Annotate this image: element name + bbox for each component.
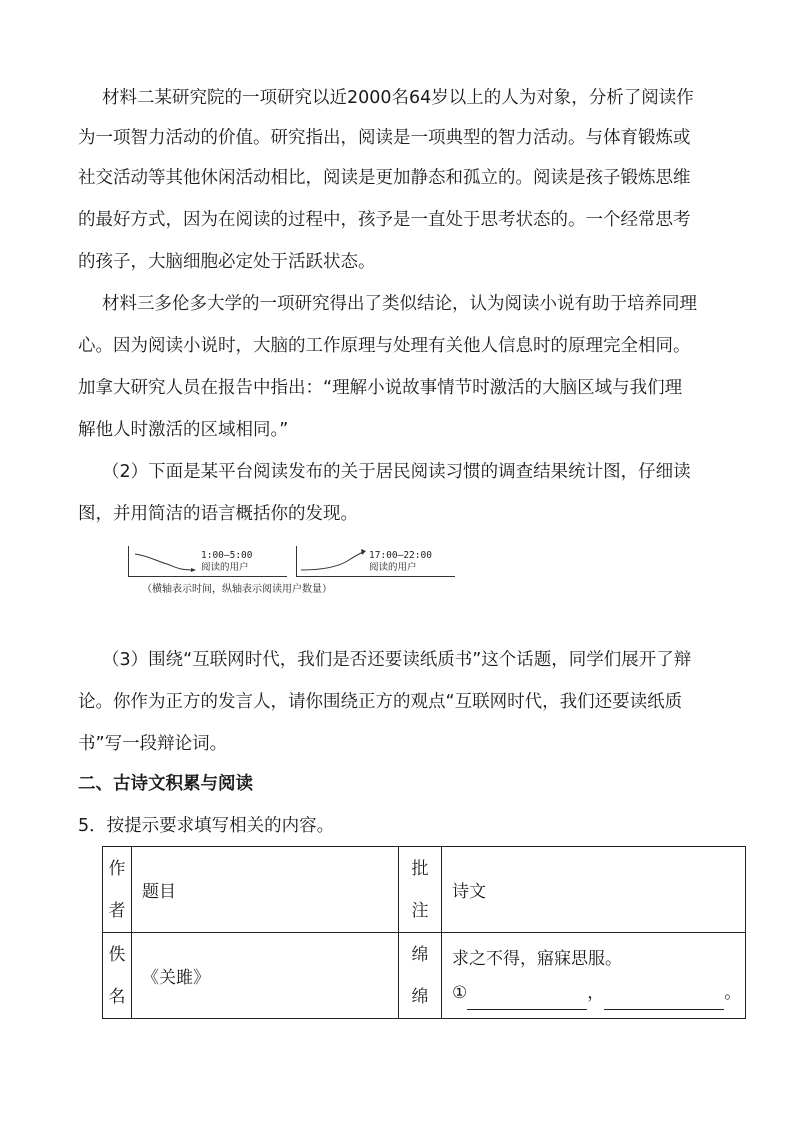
row-author-char-1: 佚 [108,944,126,965]
material-2-line-5: 的孩子，大脑细胞必定处于活跃状态。 [78,252,376,272]
header-poem-cell [442,847,746,933]
blank-number: ① [452,982,468,1003]
late-night-arrow-icon [191,568,196,572]
material-2-line-2: 为一项智力活动的价值。研究指出，阅读是一项典型的智力活动。与体育锻炼或 [78,128,691,148]
evening-curve [301,552,363,570]
material-2-line-1: 材料二某研究院的一项研究以近2000名64岁以上的人为对象，分析了阅读作 [102,88,694,108]
header-title-cell [132,847,399,933]
chart-caption: （横轴表示时间，纵轴表示阅读用户数量） [142,584,332,595]
row-note-cell [399,933,442,1019]
row-author-char-2: 名 [108,986,126,1007]
row-title-cell [132,933,399,1019]
table-header-row [103,847,746,933]
row-note-char-1: 绵 [411,944,429,965]
row-poem-line-2 [452,976,745,1010]
late-night-curve [135,554,191,570]
section-2-heading: 二、古诗文积累与阅读 [78,774,253,794]
material-3-line-4: 解他人时激活的区域相同。” [78,420,289,440]
poem-table [102,846,746,1019]
chart-late-night [128,546,287,577]
row-author-cell [103,933,132,1019]
material-3-line-2: 心。因为阅读小说时，大脑的工作原理与处理有关他人信息时的原理完全相同。 [78,336,691,356]
answer-blank-2[interactable] [604,991,724,1010]
question-2-line-2: 图，并用简洁的语言概括你的发现。 [78,504,358,524]
question-2-line-1: （2）下面是某平台阅读发布的关于居民阅读习惯的调查结果统计图，仔细读 [102,462,691,482]
question-3-line-3: 书”写一段辩论词。 [78,734,228,754]
question-3-line-2: 论。你作为正方的发言人，请你围绕正方的观点“互联网时代，我们还要读纸质 [78,692,683,712]
reading-habit-charts [128,542,458,598]
evening-users-label: 阅读的用户 [369,562,417,573]
header-note-char-2: 注 [411,900,429,921]
evening-time-label: 17:00—22:00 [369,550,432,561]
late-night-users-label: 阅读的用户 [201,562,249,573]
row-poem-cell [442,933,746,1019]
answer-blank-1[interactable] [467,991,587,1010]
material-2-line-4: 的最好方式，因为在阅读的过程中，孩予是一直处于思考状态的。一个经常思考 [78,210,691,230]
header-author-char-2: 者 [108,900,126,921]
chart-evening [296,546,455,577]
header-title: 题目 [142,882,176,902]
late-night-time-label: 1:00—5:00 [201,550,253,561]
header-author-char-1: 作 [108,858,126,879]
header-poem: 诗文 [452,882,486,902]
row-title: 《关雎》 [142,968,210,988]
row-poem-line-1: 求之不得，寤寐思服。 [452,948,622,969]
blank-separator: ， [587,982,605,1003]
question-3-line-1: （3）围绕“互联网时代，我们是否还要读纸质书”这个话题，同学们展开了辩 [102,650,692,670]
header-author-cell [103,847,132,933]
header-note-char-1: 批 [411,858,429,879]
material-2-line-3: 社交活动等其他休闲活动相比，阅读是更加静态和孤立的。阅读是孩子锻炼思维 [78,168,691,188]
material-3-line-1: 材料三多伦多大学的一项研究得出了类似结论，认为阅读小说有助于培养同理 [102,294,697,314]
table-row [103,933,746,1019]
evening-arrow-icon [361,549,366,555]
material-3-line-3: 加拿大研究人员在报告中指出：“理解小说故事情节时激活的大脑区域与我们理 [78,378,683,398]
question-5-prompt: 5．按提示要求填写相关的内容。 [78,816,335,836]
row-note-char-2: 绵 [411,986,429,1007]
blank-end: 。 [724,982,742,1003]
header-note-cell [399,847,442,933]
